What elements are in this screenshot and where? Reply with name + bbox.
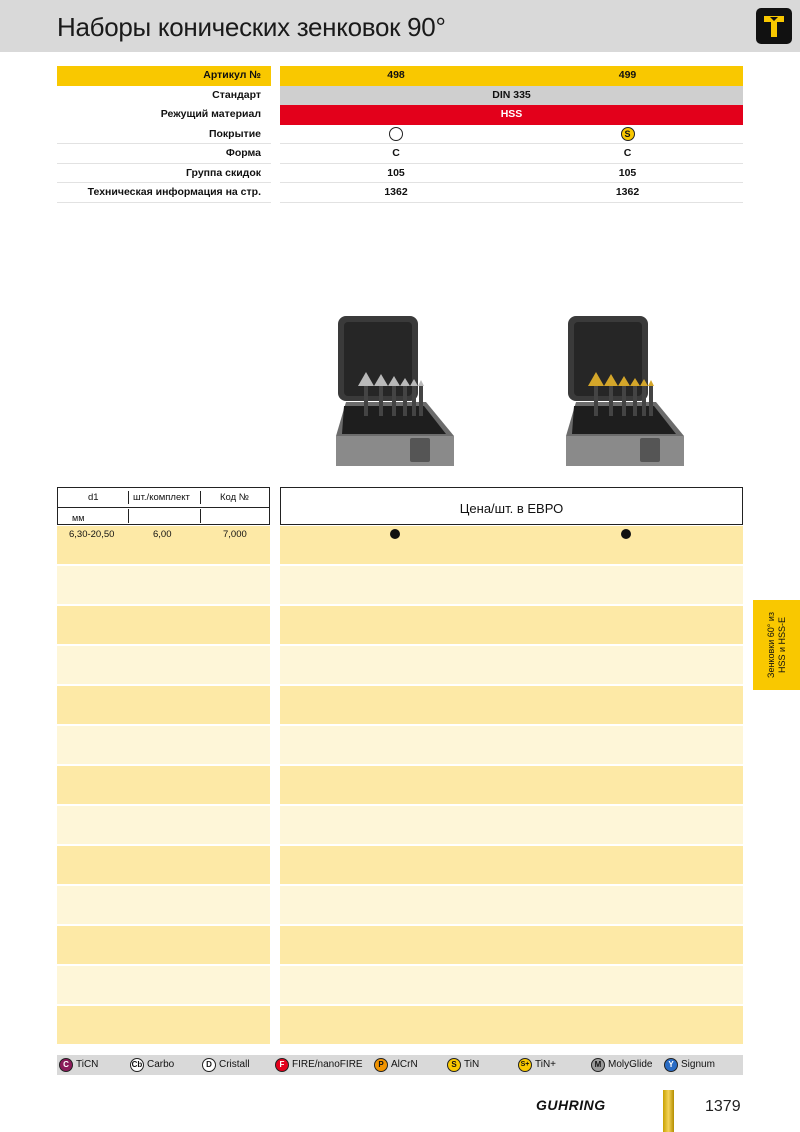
spec-table [57, 66, 743, 203]
footer-accent-bar [663, 1090, 674, 1132]
col-header-pcs: шт./комплект [133, 492, 190, 503]
col-divider [128, 491, 129, 504]
table-row [57, 686, 743, 726]
uncoated-icon [389, 127, 403, 141]
product-photo-499 [566, 316, 686, 476]
cristall-icon: D [202, 1058, 216, 1072]
techinfo-498: 1362 [280, 183, 512, 203]
spec-label-techinfo: Техническая информация на стр. [57, 183, 271, 203]
discount-498: 105 [280, 164, 512, 184]
section-side-tab[interactable] [753, 600, 800, 690]
spec-row-article [57, 66, 743, 86]
spec-row-discount [57, 164, 743, 184]
table-row [57, 646, 743, 686]
legend-item [275, 1058, 363, 1072]
legend-label: TiN [464, 1059, 480, 1070]
legend-item [591, 1058, 652, 1072]
legend-item [374, 1058, 418, 1072]
coating-cell-498 [280, 125, 512, 145]
material-value: HSS [280, 105, 743, 125]
legend-label: MolyGlide [608, 1059, 653, 1070]
spec-label-form: Форма [57, 144, 271, 164]
table-header-dimensions [57, 487, 270, 525]
table-header-price [280, 487, 743, 525]
col-header-d1: d1 [88, 492, 99, 503]
legend-item [664, 1058, 715, 1072]
spec-row-form [57, 144, 743, 164]
cell-d1: 6,30-20,50 [69, 529, 115, 540]
tool-category-icon [756, 8, 792, 44]
price-header-label: Цена/шт. в ЕВРО [459, 501, 564, 516]
col-header-code: Код № [220, 492, 249, 503]
availability-dot-498 [390, 529, 400, 539]
article-498: 498 [280, 66, 512, 86]
spec-row-coating [57, 125, 743, 145]
table-row [57, 926, 743, 966]
article-499: 499 [512, 66, 743, 86]
spec-label-standard: Стандарт [212, 88, 261, 101]
form-499: C [512, 144, 743, 164]
col-divider [200, 491, 201, 504]
table-row [57, 806, 743, 846]
legend-label: FIRE/nanoFIRE [292, 1059, 363, 1070]
legend-item [59, 1058, 98, 1072]
spec-label-discount: Группа скидок [57, 164, 271, 184]
legend-item [447, 1058, 479, 1072]
spec-label-article: Артикул № [57, 66, 271, 86]
page-number: 1379 [705, 1098, 741, 1115]
side-tab-label [766, 600, 788, 690]
spec-row-material [57, 105, 743, 125]
availability-dot-499 [621, 529, 631, 539]
brand-logo: GUHRING [536, 1097, 606, 1113]
legend-item [202, 1058, 250, 1072]
form-498: C [280, 144, 512, 164]
table-row [57, 846, 743, 886]
legend-label: Signum [681, 1059, 715, 1070]
side-tab-line2: HSS и HSS-E [776, 616, 787, 674]
table-row [57, 766, 743, 806]
spec-label-coating: Покрытие [57, 125, 271, 145]
coating-cell-499 [512, 125, 743, 145]
legend-label: AlCrN [391, 1059, 418, 1070]
spec-row-techinfo [57, 183, 743, 203]
unit-label-mm: мм [72, 513, 85, 523]
standard-value: DIN 335 [280, 86, 743, 106]
page-title: Наборы конических зенковок 90° [57, 12, 446, 42]
discount-499: 105 [512, 164, 743, 184]
col-divider [128, 509, 129, 523]
spec-row-standard [57, 86, 743, 106]
legend-label: Cristall [219, 1059, 250, 1070]
table-row [57, 566, 743, 606]
table-row [57, 606, 743, 646]
signum-icon: Y [664, 1058, 678, 1072]
molyglide-icon: M [591, 1058, 605, 1072]
legend-item [130, 1058, 174, 1072]
tin-plus-icon: S+ [518, 1058, 532, 1072]
legend-label: Carbo [147, 1059, 175, 1070]
side-tab-line1: Зенковки 60° из [765, 612, 776, 678]
table-row [57, 1006, 743, 1046]
techinfo-499: 1362 [512, 183, 743, 203]
table-row [57, 726, 743, 766]
legend-label: TiN+ [535, 1059, 557, 1070]
col-divider [200, 509, 201, 523]
header-divider [58, 507, 269, 508]
legend-item [518, 1058, 556, 1072]
cell-code: 7,000 [223, 529, 247, 540]
carbo-icon: Cb [130, 1058, 144, 1072]
table-row [57, 526, 743, 566]
spec-label-material: Режущий материал [160, 108, 261, 120]
product-table [57, 526, 743, 1046]
legend-label: TiCN [76, 1059, 99, 1070]
tin-coating-icon: S [621, 127, 635, 141]
ticn-icon: C [59, 1058, 73, 1072]
table-row [57, 966, 743, 1006]
page-header [0, 0, 800, 52]
cell-pcs: 6,00 [153, 529, 172, 540]
coating-legend [57, 1055, 743, 1075]
tin-icon: S [447, 1058, 461, 1072]
table-row [57, 886, 743, 926]
product-photo-498 [336, 316, 456, 476]
fire-icon: F [275, 1058, 289, 1072]
alcrn-icon: P [374, 1058, 388, 1072]
